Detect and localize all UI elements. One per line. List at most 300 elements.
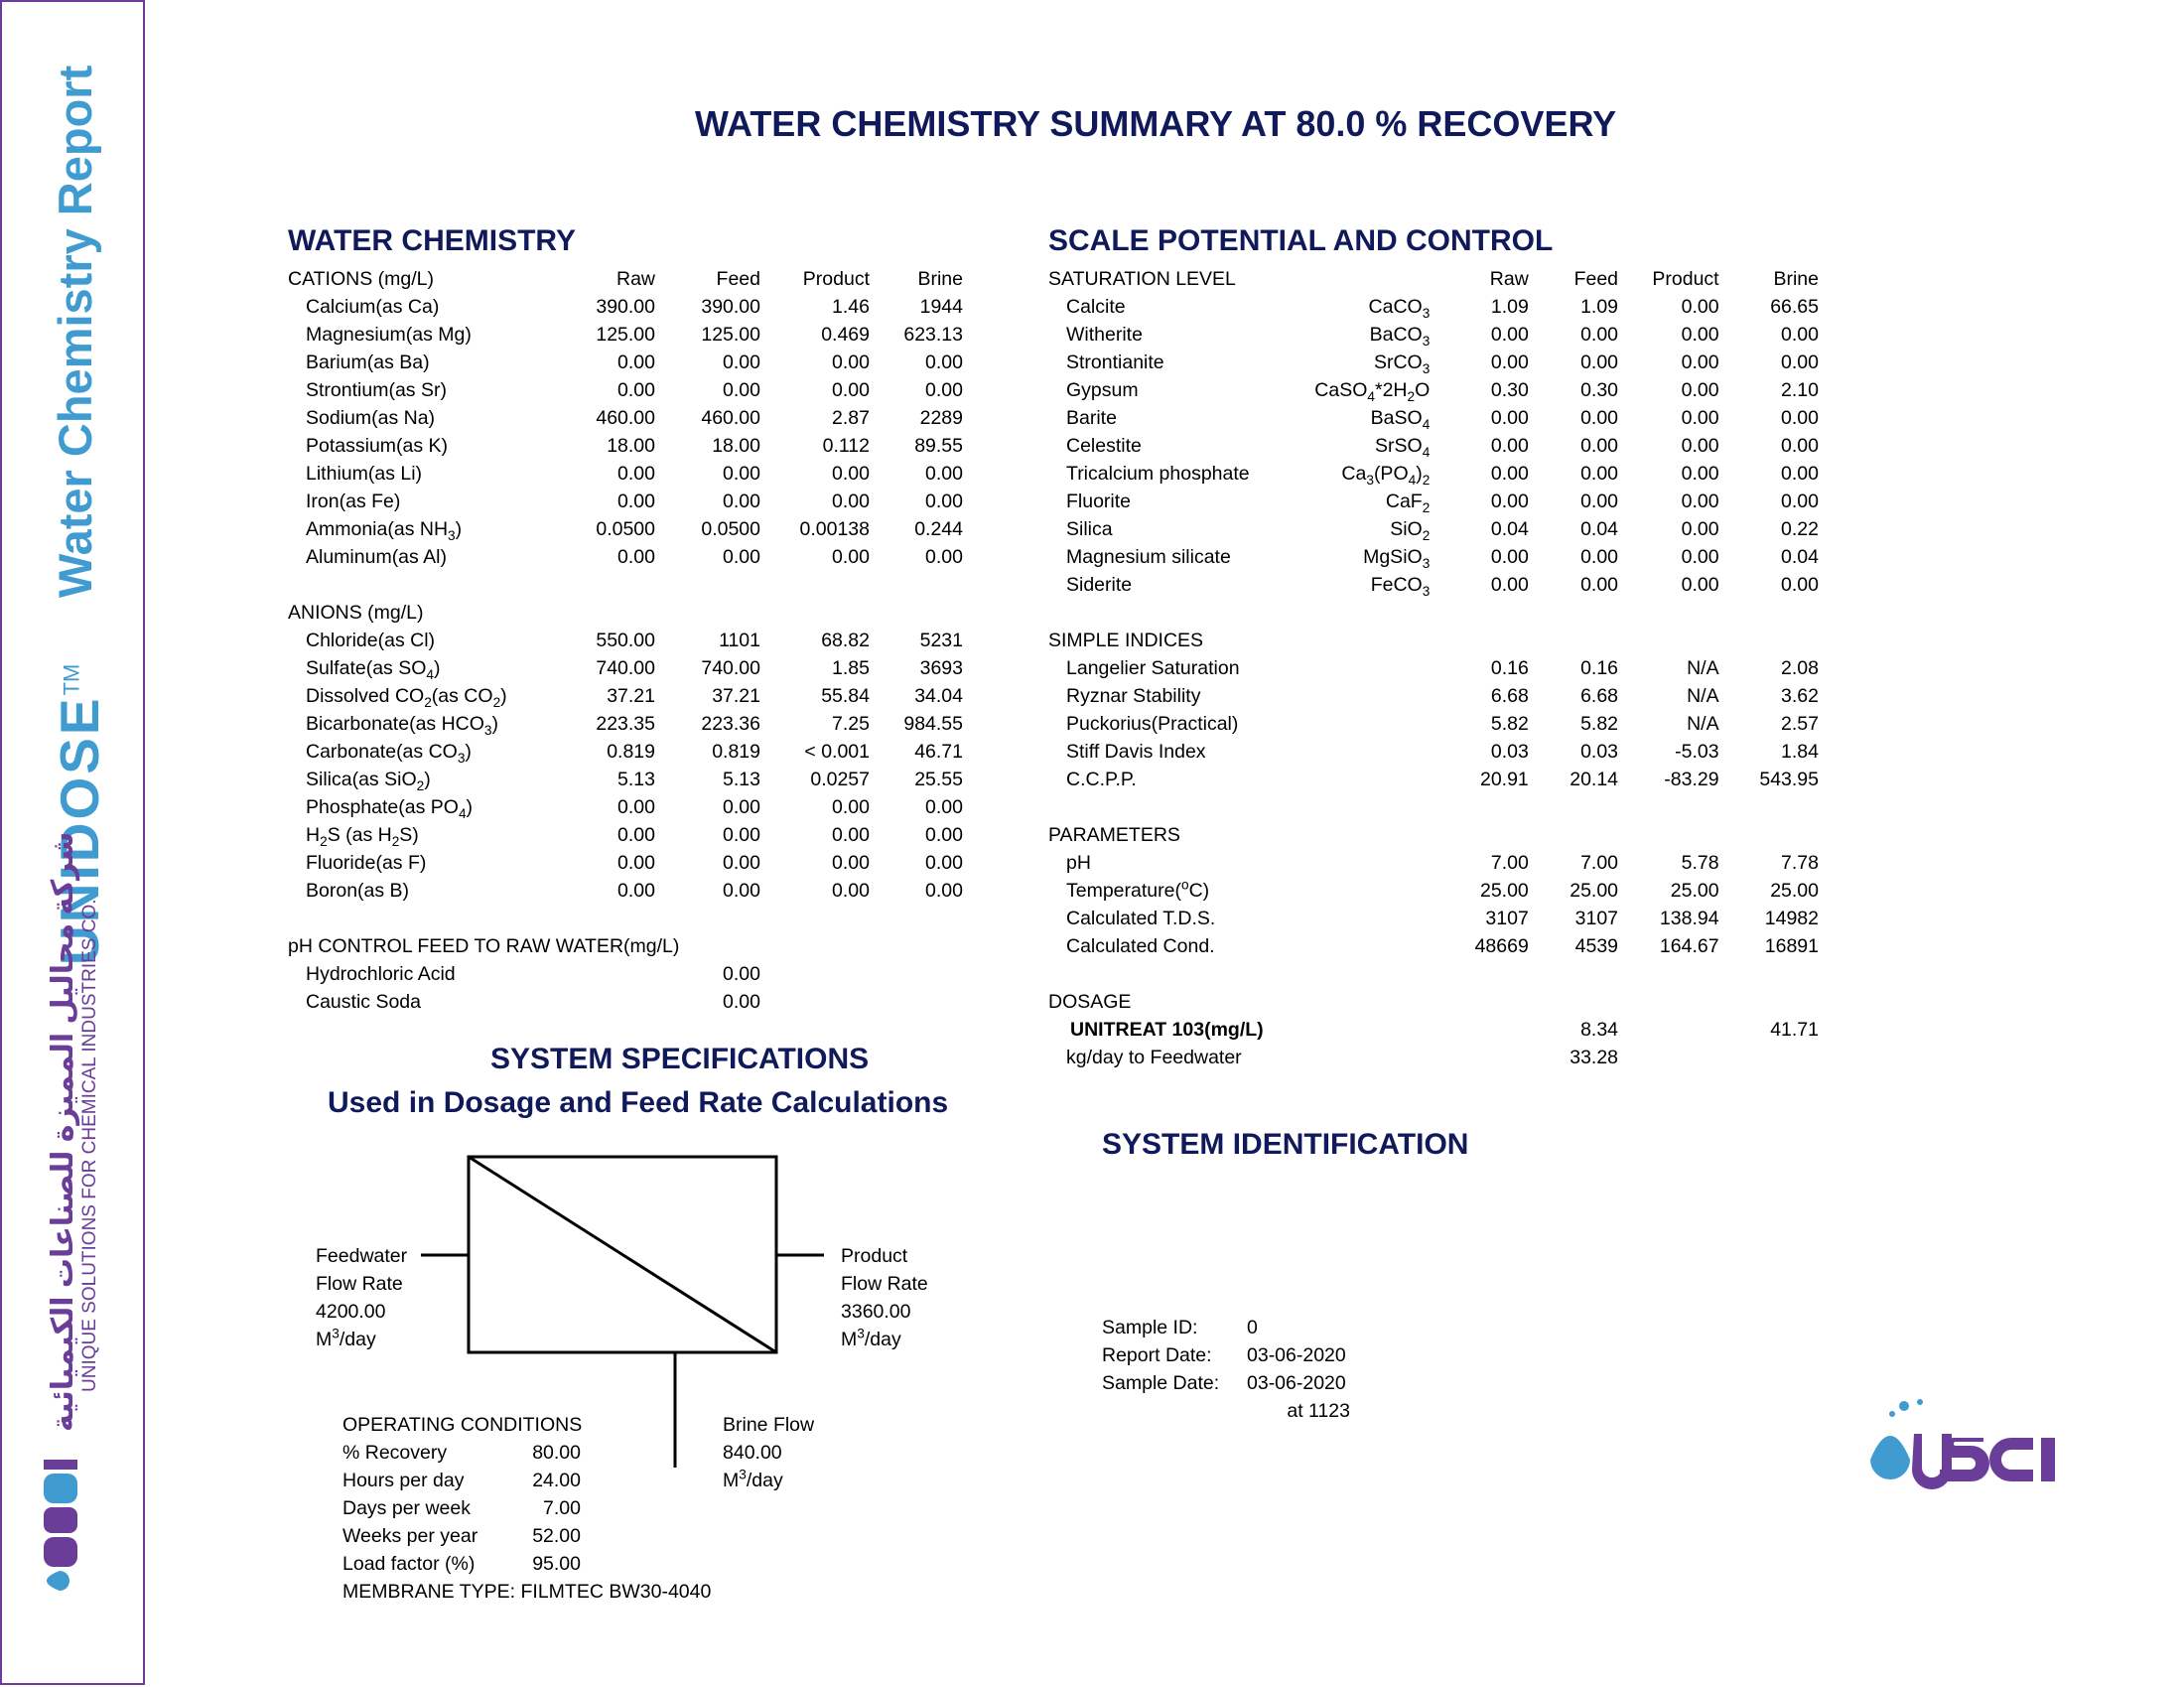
saturation-product: 0.00 [1681, 574, 1719, 596]
saturation-row [1048, 543, 1819, 571]
anion-name: $H_2S$ (as $H_2S$) [306, 824, 419, 849]
empty-cell [1272, 766, 1431, 793]
index-brine: 1.84 [1781, 741, 1819, 763]
operating-name: Hours per day [342, 1470, 465, 1491]
saturation-row [1048, 432, 1819, 460]
cations-header-row [288, 265, 963, 293]
mineral-formula: BaCO$_3$ [1369, 324, 1431, 349]
empty-cell [870, 599, 963, 627]
system-id-values [1247, 1314, 1350, 1425]
index-raw: 6.68 [1490, 685, 1529, 707]
empty-cell [1529, 793, 1618, 821]
empty-cell [1272, 988, 1431, 1016]
saturation-raw: 0.00 [1490, 324, 1529, 346]
operating-row [342, 1494, 581, 1522]
saturation-feed: 0.00 [1580, 435, 1619, 457]
anion-raw: 0.00 [617, 852, 655, 874]
parameter-feed: 4539 [1574, 935, 1619, 957]
product-flow-line1: Product [841, 1245, 908, 1267]
parameter-name: pH [1066, 852, 1091, 874]
anion-row [288, 738, 963, 766]
empty-cell [1272, 682, 1431, 710]
empty-cell [288, 905, 566, 932]
saturation-header-row [1048, 265, 1819, 293]
saturation-row [1048, 460, 1819, 488]
anion-raw: 0.819 [607, 741, 655, 763]
spacer-row [288, 905, 963, 932]
anions-header-row [288, 599, 963, 627]
cation-raw: 0.00 [617, 463, 655, 485]
empty-cell [1430, 627, 1529, 654]
anion-name: Carbonate(as $CO_3$) [306, 741, 472, 766]
mineral-formula: $CaSO_4*2H_2O$ [1314, 379, 1431, 404]
saturation-row [1048, 404, 1819, 432]
index-name: Puckorius(Practical) [1066, 713, 1239, 735]
cation-raw: 0.00 [617, 491, 655, 512]
empty-cell [1272, 960, 1431, 988]
anion-brine: 25.55 [914, 769, 963, 790]
saturation-product: 0.00 [1681, 463, 1719, 485]
parameter-row [1048, 877, 1819, 905]
cation-feed: 0.00 [723, 546, 760, 568]
index-feed: 0.03 [1580, 741, 1619, 763]
sidebar [0, 0, 145, 1685]
saturation-raw: 0.00 [1490, 546, 1529, 568]
column-header-feed: Feed [716, 268, 760, 290]
anion-name: Silica(as SiO$_2$) [306, 769, 431, 793]
index-brine: 543.95 [1759, 769, 1819, 790]
mineral-name: Calcite [1066, 296, 1126, 318]
saturation-feed: 0.00 [1580, 491, 1619, 512]
empty-cell [1719, 599, 1819, 627]
cation-raw: 18.00 [607, 435, 655, 457]
cation-name: Strontium(as Sr) [306, 379, 447, 401]
column-header-product: Product [802, 268, 870, 290]
parameter-feed: 3107 [1574, 908, 1619, 929]
parameter-brine: 25.00 [1770, 880, 1819, 902]
anion-row [288, 682, 963, 710]
anion-feed: 0.00 [723, 852, 760, 874]
index-raw: 0.16 [1490, 657, 1529, 679]
empty-cell [1272, 599, 1431, 627]
cation-row [288, 376, 963, 404]
cation-name: Potassium(as K) [306, 435, 449, 457]
cation-raw: 125.00 [596, 324, 655, 346]
report-date-label: Report Date: [1102, 1344, 1212, 1366]
saturation-raw: 0.00 [1490, 463, 1529, 485]
cation-product: 1.46 [832, 296, 870, 318]
index-feed: 0.16 [1580, 657, 1619, 679]
operating-row [342, 1467, 581, 1494]
anion-brine: 0.00 [925, 852, 963, 874]
anion-product: 7.25 [832, 713, 870, 735]
cation-row [288, 460, 963, 488]
operating-row [342, 1522, 581, 1550]
parameter-name: Temperature($^o$C) [1066, 877, 1210, 902]
spacer-row [1048, 793, 1819, 821]
empty-cell [1272, 738, 1431, 766]
empty-cell [1529, 599, 1618, 627]
cation-feed: 0.00 [723, 491, 760, 512]
cation-name: Iron(as Fe) [306, 491, 401, 512]
spacer-row [288, 571, 963, 599]
anion-feed: 5.13 [723, 769, 760, 790]
brine-flow-unit: $M^3$/day [723, 1467, 783, 1491]
saturation-row [1048, 349, 1819, 376]
anion-feed: 37.21 [712, 685, 760, 707]
anion-raw: 0.00 [617, 796, 655, 818]
saturation-row [1048, 515, 1819, 543]
anion-raw: 550.00 [596, 630, 655, 651]
index-raw: 0.03 [1490, 741, 1529, 763]
saturation-product: 0.00 [1681, 407, 1719, 429]
saturation-brine: 66.65 [1770, 296, 1819, 318]
membrane-diagonal [469, 1157, 776, 1352]
mineral-name: Silica [1066, 518, 1113, 540]
cation-brine: 0.00 [925, 351, 963, 373]
empty-cell [1430, 1016, 1529, 1044]
empty-cell [870, 905, 963, 932]
anion-name: Sulfate(as $SO_4$) [306, 657, 441, 682]
mineral-name: Celestite [1066, 435, 1142, 457]
cation-product: 0.00 [832, 463, 870, 485]
cation-brine: 89.55 [914, 435, 963, 457]
empty-cell [1272, 932, 1431, 960]
parameter-name: Calculated Cond. [1066, 935, 1215, 957]
anion-brine: 46.71 [914, 741, 963, 763]
cations-label: CATIONS (mg/L) [288, 268, 434, 290]
index-brine: 2.08 [1781, 657, 1819, 679]
index-name: Langelier Saturation [1066, 657, 1240, 679]
empty-cell [1272, 627, 1431, 654]
mineral-name: Fluorite [1066, 491, 1132, 512]
cation-feed: 0.0500 [701, 518, 760, 540]
anion-name: Phosphate(as $PO_4$) [306, 796, 474, 821]
empty-cell [1719, 821, 1819, 849]
report-label: Water Chemistry Report [49, 65, 101, 598]
cation-name: Calcium(as Ca) [306, 296, 440, 318]
cation-feed: 460.00 [701, 407, 760, 429]
cation-product: 2.87 [832, 407, 870, 429]
index-row [1048, 682, 1819, 710]
saturation-product: 0.00 [1681, 518, 1719, 540]
trademark: TM [59, 663, 84, 696]
index-row [1048, 766, 1819, 793]
column-header-product: Product [1652, 268, 1719, 290]
parameter-feed: 7.00 [1580, 852, 1619, 874]
empty-cell [655, 571, 760, 599]
anion-row [288, 654, 963, 682]
mineral-formula: MgSiO$_3$ [1363, 546, 1431, 571]
cation-name: Aluminum(as Al) [306, 546, 447, 568]
saturation-brine: 0.04 [1781, 546, 1819, 568]
index-product: N/A [1687, 657, 1719, 679]
operating-value: 52.00 [532, 1525, 581, 1547]
index-product: N/A [1687, 685, 1719, 707]
parameter-raw: 3107 [1485, 908, 1529, 929]
saturation-raw: 0.00 [1490, 407, 1529, 429]
index-product: N/A [1687, 713, 1719, 735]
saturation-product: 0.00 [1681, 379, 1719, 401]
brine-flow-label [723, 1411, 814, 1494]
sample-id-value: 0 [1247, 1317, 1258, 1338]
anion-row [288, 766, 963, 793]
empty-cell [1272, 793, 1431, 821]
empty-cell [1430, 960, 1529, 988]
empty-cell [870, 960, 963, 988]
operating-value: 7.00 [543, 1497, 581, 1519]
empty-cell [1618, 821, 1719, 849]
product-flow-unit: $M^3$/day [841, 1326, 901, 1350]
operating-name: Weeks per year [342, 1525, 478, 1547]
anion-name: Fluoride(as F) [306, 852, 427, 874]
operating-conditions-label: OPERATING CONDITIONS [342, 1414, 583, 1436]
operating-name: Days per week [342, 1497, 471, 1519]
index-row [1048, 710, 1819, 738]
parameter-raw: 48669 [1474, 935, 1529, 957]
cation-name: Barium(as Ba) [306, 351, 430, 373]
cation-name: Magnesium(as Mg) [306, 324, 472, 346]
saturation-feed: 0.00 [1580, 546, 1619, 568]
empty-cell [1719, 793, 1819, 821]
empty-cell [1618, 793, 1719, 821]
dosage-brine: 41.71 [1770, 1019, 1819, 1041]
cation-brine: 0.00 [925, 379, 963, 401]
mineral-name: Barite [1066, 407, 1117, 429]
saturation-brine: 0.00 [1781, 407, 1819, 429]
mineral-formula: SiO$_2$ [1390, 518, 1431, 543]
anion-raw: 740.00 [596, 657, 655, 679]
empty-cell [1618, 627, 1719, 654]
index-product: -83.29 [1664, 769, 1719, 790]
saturation-product: 0.00 [1681, 324, 1719, 346]
empty-cell [1272, 849, 1431, 877]
system-id-labels [1102, 1314, 1219, 1397]
anion-brine: 0.00 [925, 880, 963, 902]
empty-cell [1719, 960, 1819, 988]
operating-row [342, 1550, 581, 1578]
cation-brine: 0.00 [925, 463, 963, 485]
cation-product: 0.469 [821, 324, 870, 346]
dosage-header-row [1048, 988, 1819, 1016]
saturation-feed: 0.00 [1580, 574, 1619, 596]
index-name: Ryznar Stability [1066, 685, 1201, 707]
saturation-raw: 0.00 [1490, 491, 1529, 512]
saturation-brine: 0.00 [1781, 463, 1819, 485]
cation-raw: 0.0500 [596, 518, 655, 540]
empty-cell [760, 988, 870, 1016]
cation-name: Ammonia(as $NH_3$) [306, 518, 463, 543]
product-flow-line2: Flow Rate [841, 1273, 928, 1295]
cation-product: 0.00 [832, 379, 870, 401]
mineral-name: Witherite [1066, 324, 1143, 346]
dosage-row [1048, 1016, 1819, 1044]
cation-brine: 0.00 [925, 491, 963, 512]
index-row [1048, 738, 1819, 766]
anion-product: 0.00 [832, 824, 870, 846]
anion-raw: 37.21 [607, 685, 655, 707]
empty-cell [1272, 710, 1431, 738]
empty-cell [1719, 988, 1819, 1016]
usci-logo-icon [20, 1454, 103, 1601]
brine-flow-value: 840.00 [723, 1442, 782, 1464]
feed-flow-line1: Feedwater [316, 1245, 408, 1267]
cation-raw: 0.00 [617, 351, 655, 373]
anion-brine: 3693 [919, 657, 963, 679]
mineral-formula: BaSO$_4$ [1370, 407, 1431, 432]
saturation-raw: 0.30 [1490, 379, 1529, 401]
cation-row [288, 432, 963, 460]
anion-feed: 223.36 [701, 713, 760, 735]
mineral-name: Strontianite [1066, 351, 1164, 373]
empty-cell [1430, 821, 1529, 849]
operating-value: 95.00 [532, 1553, 581, 1575]
mineral-formula: SrSO$_4$ [1375, 435, 1431, 460]
report-date-value: 03-06-2020 [1247, 1344, 1346, 1366]
water-chemistry-table [288, 265, 963, 1016]
empty-cell [760, 599, 870, 627]
system-specs-heading: SYSTEM SPECIFICATIONS [490, 1043, 870, 1075]
empty-cell [1719, 627, 1819, 654]
anion-raw: 5.13 [617, 769, 655, 790]
empty-cell [566, 599, 655, 627]
anion-row [288, 627, 963, 654]
mineral-name: Tricalcium phosphate [1066, 463, 1250, 485]
anion-feed: 0.00 [723, 796, 760, 818]
dosage-label: DOSAGE [1048, 991, 1132, 1013]
anion-name: Boron(as B) [306, 880, 410, 902]
mineral-formula: $Ca_3(PO_4)_2$ [1341, 463, 1431, 488]
feed-flow-label [316, 1242, 407, 1353]
anion-brine: 0.00 [925, 824, 963, 846]
ph-control-value: 0.00 [723, 991, 760, 1013]
indices-label: SIMPLE INDICES [1048, 630, 1204, 651]
anion-row [288, 793, 963, 821]
cation-feed: 0.00 [723, 379, 760, 401]
index-feed: 20.14 [1570, 769, 1619, 790]
operating-name: % Recovery [342, 1442, 448, 1464]
empty-cell [870, 988, 963, 1016]
anion-product: 68.82 [821, 630, 870, 651]
cation-name: Lithium(as Li) [306, 463, 423, 485]
cation-row [288, 488, 963, 515]
company-name-arabic: شركة محاليل المميزة للصناعات الكيميائية [47, 831, 79, 1432]
membrane-type: MEMBRANE TYPE: FILMTEC BW30-4040 [342, 1581, 712, 1603]
saturation-product: 0.00 [1681, 491, 1719, 512]
empty-cell [1430, 1044, 1529, 1071]
empty-cell [1272, 1044, 1431, 1071]
anion-row [288, 849, 963, 877]
saturation-feed: 0.00 [1580, 324, 1619, 346]
anion-feed: 0.819 [712, 741, 760, 763]
anions-label: ANIONS (mg/L) [288, 602, 424, 624]
empty-cell [870, 571, 963, 599]
company-name-english: UNIQUE SOLUTIONS FOR CHEMICAL INDUSTRIES CO. [79, 899, 100, 1392]
empty-cell [1618, 960, 1719, 988]
cation-brine: 2289 [919, 407, 963, 429]
index-brine: 3.62 [1781, 685, 1819, 707]
cation-brine: 0.244 [914, 518, 963, 540]
anion-brine: 34.04 [914, 685, 963, 707]
empty-cell [1529, 821, 1618, 849]
parameter-product: 164.67 [1659, 935, 1719, 957]
parameter-brine: 16891 [1764, 935, 1819, 957]
mineral-formula: CaCO$_3$ [1368, 296, 1431, 321]
empty-cell [1529, 988, 1618, 1016]
ph-control-label: pH CONTROL FEED TO RAW WATER(mg/L) [288, 935, 680, 957]
index-name: Stiff Davis Index [1066, 741, 1206, 763]
scale-potential-heading: SCALE POTENTIAL AND CONTROL [1048, 224, 1554, 257]
anion-brine: 0.00 [925, 796, 963, 818]
saturation-brine: 2.10 [1781, 379, 1819, 401]
dosage-feed: 8.34 [1580, 1019, 1619, 1041]
saturation-raw: 0.00 [1490, 351, 1529, 373]
saturation-brine: 0.00 [1781, 491, 1819, 512]
anion-row [288, 710, 963, 738]
anion-row [288, 821, 963, 849]
product-name-text: UNIDOSE [49, 695, 110, 965]
cation-brine: 0.00 [925, 546, 963, 568]
index-raw: 20.91 [1479, 769, 1529, 790]
empty-cell [566, 905, 655, 932]
saturation-brine: 0.00 [1781, 435, 1819, 457]
cation-product: 0.112 [822, 435, 870, 457]
cation-raw: 460.00 [596, 407, 655, 429]
anion-raw: 223.35 [596, 713, 655, 735]
parameter-row [1048, 849, 1819, 877]
cation-raw: 0.00 [617, 379, 655, 401]
mineral-formula: FeCO$_3$ [1370, 574, 1431, 599]
anion-raw: 0.00 [617, 824, 655, 846]
sample-date-label: Sample Date: [1102, 1372, 1220, 1394]
index-name: C.C.P.P. [1066, 769, 1137, 790]
dosage-rate-name: kg/day to Feedwater [1066, 1047, 1242, 1068]
anion-brine: 984.55 [903, 713, 963, 735]
operating-value: 80.00 [532, 1442, 581, 1464]
spacer-row [1048, 960, 1819, 988]
cation-feed: 18.00 [712, 435, 760, 457]
anion-feed: 1101 [719, 630, 760, 651]
parameter-row [1048, 905, 1819, 932]
column-header-brine: Brine [917, 268, 963, 290]
feed-flow-value: 4200.00 [316, 1301, 386, 1323]
index-brine: 2.57 [1781, 713, 1819, 735]
saturation-feed: 0.04 [1580, 518, 1619, 540]
cation-row [288, 515, 963, 543]
parameter-brine: 7.78 [1781, 852, 1819, 874]
brine-flow-line1: Brine Flow [723, 1414, 815, 1436]
saturation-row [1048, 488, 1819, 515]
empty-cell [566, 960, 655, 988]
empty-cell [1430, 988, 1529, 1016]
cation-product: 0.00 [832, 546, 870, 568]
parameter-raw: 7.00 [1490, 852, 1529, 874]
empty-cell [1618, 599, 1719, 627]
product-flow-value: 3360.00 [841, 1301, 911, 1323]
spacer-row [1048, 599, 1819, 627]
anion-product: 0.0257 [810, 769, 870, 790]
parameter-name: Calculated T.D.S. [1066, 908, 1216, 929]
anion-feed: 740.00 [701, 657, 760, 679]
anion-feed: 0.00 [723, 880, 760, 902]
saturation-brine: 0.22 [1781, 518, 1819, 540]
empty-cell [1272, 265, 1431, 293]
column-header-feed: Feed [1573, 268, 1619, 290]
cation-row [288, 349, 963, 376]
empty-cell [760, 905, 870, 932]
ph-control-value: 0.00 [723, 963, 760, 985]
saturation-feed: 1.09 [1580, 296, 1619, 318]
